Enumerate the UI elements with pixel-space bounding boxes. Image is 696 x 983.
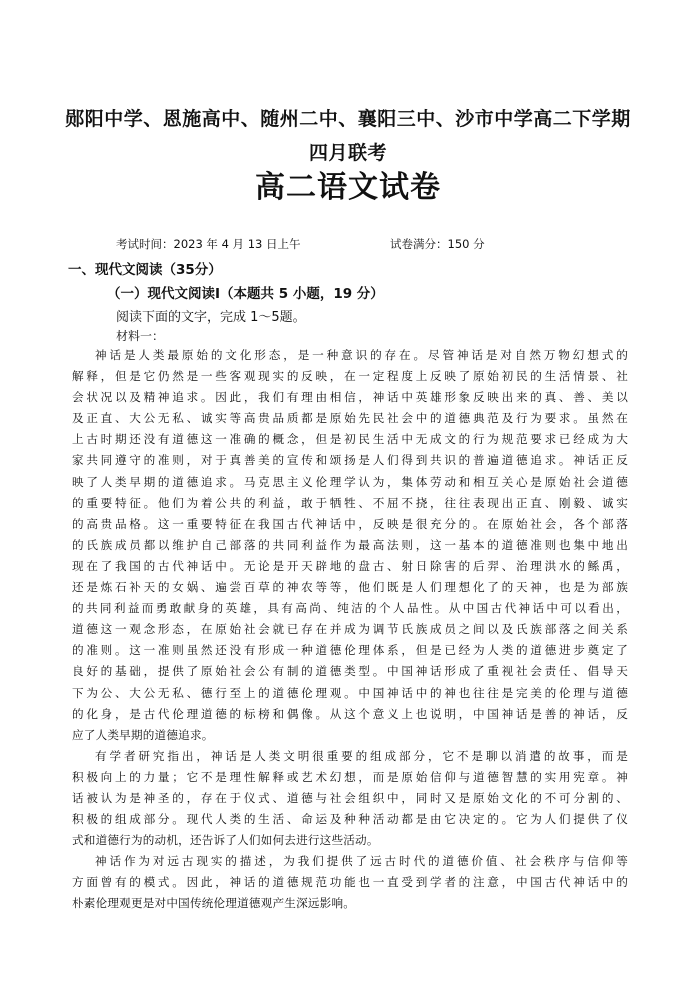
subsection-heading: （一）现代文阅读Ⅰ（本题共 5 小题，19 分） <box>107 286 384 302</box>
reading-passage <box>72 345 628 915</box>
passage-line: 会状况以及精神追求。因此，我们有理由相信，神话中英雄形象反映出来的真、善、美以 <box>72 390 628 405</box>
exam-time: 考试时间：2023 年 4 月 13 日上午 <box>116 237 301 251</box>
passage-line: 话被认为是神圣的，存在于仪式、道德与社会组织中，同时又是原始文化的不可分割的、 <box>72 790 628 805</box>
passage-line: 神话是人类最原始的文化形态，是一种意识的存在。尽管神话是对自然万物幻想式的 <box>95 348 628 362</box>
passage-line: 现在了我国的古代神话中。无论是开天辟地的盘古、射日除害的后羿、治理洪水的鲧禹， <box>72 558 628 573</box>
passage-line: 应了人类早期的道德追求。 <box>72 727 214 742</box>
section-heading: 一、现代文阅读（35分） <box>68 262 222 278</box>
page-title: 高二语文试卷 <box>255 170 441 205</box>
passage-line: 方面曾有的模式。因此，神话的道德规范功能也一直受到学者的注意，中国古代神话中的 <box>72 875 628 890</box>
passage-line: 家共同遵守的准则，对于真善美的宣传和颂扬是人们得到共识的普遍道德追求。神话正反 <box>72 453 628 468</box>
passage-line: 积极的组成部分。现代人类的生活、命运及种种活动都是由它决定的。它为人们提供了仪 <box>72 812 628 827</box>
passage-line: 的准则。这一准则虽然还没有形成一种道德伦理体系，但是已经为人类的道德进步奠定了 <box>72 643 628 658</box>
exam-info <box>116 236 536 252</box>
exam-header-subtitle: 四月联考 <box>308 142 387 164</box>
passage-line: 映了人类早期的道德追求。马克思主义伦理学认为，集体劳动和相互关心是原始社会道德 <box>72 474 628 489</box>
reading-instruction: 阅读下面的文字，完成 1～5题。 <box>116 310 306 325</box>
passage-line: 还是炼石补天的女娲、遍尝百草的神农等等，他们既是人们理想化了的天神，也是为部族 <box>72 580 628 595</box>
passage-line: 神话作为对远古现实的描述，为我们提供了远古时代的道德价值、社会秩序与信仰等 <box>95 854 628 869</box>
exam-score: 试卷满分：150 分 <box>390 237 485 251</box>
passage-line: 良好的基础，提供了原始社会公有制的道德类型。中国神话形成了重视社会责任、倡导天 <box>72 664 628 679</box>
passage-line: 的共同利益而勇敢献身的英雄，具有高尚、纯洁的个人品性。从中国古代神话中可以看出， <box>72 601 628 616</box>
passage-line: 的氏族成员都以维护自己部落的共同利益作为最高法则，这一基本的道德准则也集中地出 <box>72 537 628 552</box>
passage-line: 积极向上的力量；它不是理性解释或艺术幻想，而是原始信仰与道德智慧的实用宪章。神 <box>72 769 628 784</box>
passage-line: 下为公、大公无私、德行至上的道德伦理观。中国神话中的神也往往是完美的伦理与道德 <box>72 685 628 700</box>
passage-line: 道德这一观念形态，在原始社会就已存在并成为调节氏族成员之间以及氏族部落之间关系 <box>72 622 628 637</box>
passage-line: 的高贵品格。这一重要特征在我国古代神话中，反映是很充分的。在原始社会，各个部落 <box>72 516 628 531</box>
passage-line: 式和道德行为的动机，还告诉了人们如何去进行这些活动。 <box>72 833 379 848</box>
passage-line: 上古时期还没有道德这一准确的概念，但是初民生活中无成文的行为规范要求已经成为大 <box>72 432 628 447</box>
passage-line: 解释，但是它仍然是一些客观现实的反映，在一定程度上反映了原始初民的生活情景、社 <box>72 369 628 384</box>
passage-line: 朴素伦理观更是对中国传统伦理道德观产生深远影响。 <box>72 896 356 911</box>
passage-line: 有学者研究指出，神话是人类文明很重要的组成部分，它不是聊以消遣的故事，而是 <box>95 748 628 763</box>
passage-line: 及正直、大公无私、诚实等高贵品质都是原始先民社会中的道德典范及行为要求。虽然在 <box>72 411 628 426</box>
exam-header-schools: 郧阳中学、恩施高中、随州二中、襄阳三中、沙市中学高二下学期 <box>65 108 631 130</box>
passage-line: 的化身，是古代伦理道德的标榜和偶像。从这个意义上也说明，中国神话是善的神话，反 <box>72 706 628 721</box>
passage-line: 的重要特征。他们为着公共的利益，敢于牺牲、不屈不挠，往往表现出正直、刚毅、诚实 <box>72 495 628 510</box>
material-label: 材料一： <box>116 329 165 343</box>
